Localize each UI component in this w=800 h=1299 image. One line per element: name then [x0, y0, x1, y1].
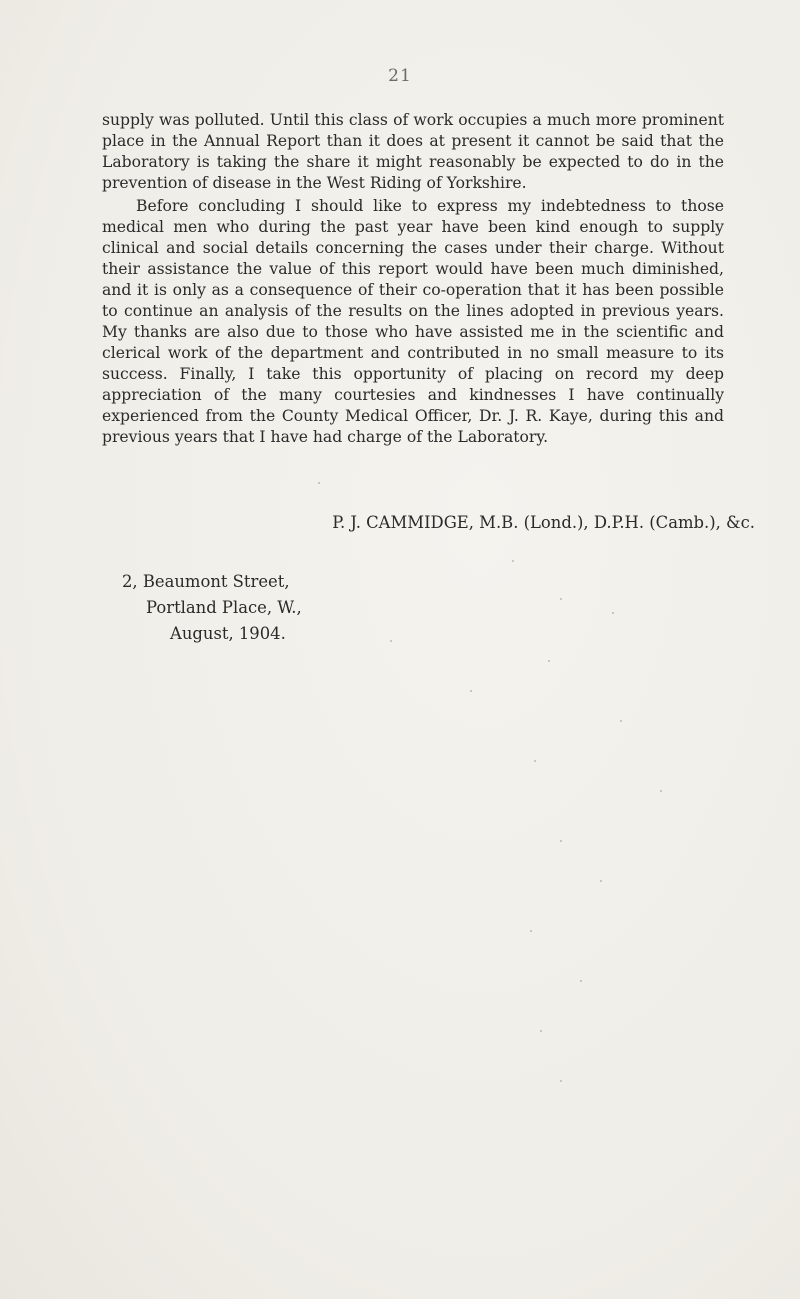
address-line-place: Portland Place, W., [146, 598, 302, 617]
address-line-date: August, 1904. [170, 624, 286, 643]
page-number: 21 [388, 66, 412, 86]
body-paragraph-1: supply was polluted. Until this class of work occupies a much more prominent place in the Annual Report than it does at present it cannot be said that the Laboratory is taking the share it might reasonably be expected to do in the prevention of disease in the West Riding of Yorkshire. [102, 111, 724, 192]
address-line-street: 2, Beaumont Street, [122, 572, 290, 591]
body-paragraph-2: Before concluding I should like to express my indebtedness to those medical men who during the past year have been kind enough to supply clinical and social details concerning the cases under their charge. Without their assistance the value of this report would have been much diminished, and it is only as a consequence of their co-operation that it has been possible to continue an analysis of the results on the lines adopted in previous years. My thanks are also due to those who have assisted me in the scientific and clerical work of the department and contributed in no small measure to its success. Finally, I take this opportunity of placing on record my deep appreciation of the many courtesies and kindnesses I have continually experienced from the County Medical Officer, Dr. J. R. Kaye, during this and previous years that I have had charge of the Laboratory. [102, 197, 724, 446]
address-block [122, 569, 302, 647]
author-signature: P. J. CAMMIDGE, M.B. (Lond.), D.P.H. (Camb.), &c. [332, 513, 755, 532]
